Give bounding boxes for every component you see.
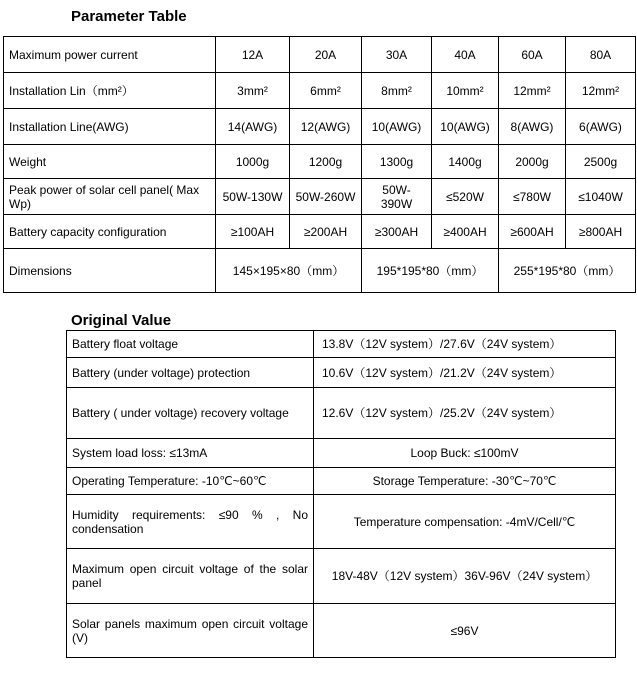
parameter-table-title: Parameter Table	[71, 8, 187, 25]
cell-value: 3mm²	[216, 73, 290, 109]
table-row	[4, 37, 636, 73]
cell-value: 30A	[362, 37, 432, 73]
cell-value: 50W-260W	[290, 179, 362, 215]
cell-value: 1300g	[362, 145, 432, 179]
table-row	[67, 549, 616, 604]
row-label: Battery (under voltage) protection	[67, 358, 314, 388]
row-label: Battery capacity configuration	[4, 215, 216, 249]
table-row	[67, 388, 616, 439]
cell-value: 8(AWG)	[499, 109, 566, 145]
cell-value: 1400g	[432, 145, 499, 179]
row-label: Installation Lin（mm²）	[4, 73, 216, 109]
cell-value: 145×195×80（mm）	[216, 249, 362, 293]
row-label: Operating Temperature: -10℃~60℃	[67, 468, 314, 495]
cell-value: 18V-48V（12V system）36V-96V（24V system）	[314, 549, 616, 604]
cell-value: ≤780W	[499, 179, 566, 215]
cell-value: 60A	[499, 37, 566, 73]
table-row	[4, 73, 636, 109]
table-row	[4, 109, 636, 145]
row-label: Weight	[4, 145, 216, 179]
cell-value: Storage Temperature: -30℃~70℃	[314, 468, 616, 495]
table-row	[67, 604, 616, 658]
cell-value: 10mm²	[432, 73, 499, 109]
cell-value: 2500g	[566, 145, 636, 179]
cell-value: 13.8V（12V system）/27.6V（24V system）	[314, 331, 616, 358]
cell-value: 195*195*80（mm）	[362, 249, 499, 293]
cell-value: ≤520W	[432, 179, 499, 215]
original-value-table	[66, 330, 616, 658]
cell-value: Loop Buck: ≤100mV	[314, 439, 616, 468]
row-label: System load loss: ≤13mA	[67, 439, 314, 468]
table-row	[67, 495, 616, 549]
row-label: Dimensions	[4, 249, 216, 293]
cell-value: 14(AWG)	[216, 109, 290, 145]
cell-value: 10(AWG)	[362, 109, 432, 145]
cell-value: ≥800AH	[566, 215, 636, 249]
row-label: Maximum power current	[4, 37, 216, 73]
row-label: Humidity requirements: ≤90 % , No condensation	[67, 495, 314, 549]
row-label: Solar panels maximum open circuit voltage (V)	[67, 604, 314, 658]
cell-value: 50W-390W	[362, 179, 432, 215]
cell-value: 1200g	[290, 145, 362, 179]
cell-value: 6(AWG)	[566, 109, 636, 145]
table-row	[4, 145, 636, 179]
table-row	[67, 439, 616, 468]
cell-value: 10(AWG)	[432, 109, 499, 145]
table-row	[4, 249, 636, 293]
cell-value: ≥300AH	[362, 215, 432, 249]
cell-value: ≥100AH	[216, 215, 290, 249]
cell-value: ≤1040W	[566, 179, 636, 215]
cell-value: 12.6V（12V system）/25.2V（24V system）	[314, 388, 616, 439]
row-label: Maximum open circuit voltage of the solar panel	[67, 549, 314, 604]
cell-value: 80A	[566, 37, 636, 73]
parameter-table	[3, 36, 636, 293]
table-row	[67, 331, 616, 358]
row-label: Peak power of solar cell panel( Max Wp)	[4, 179, 216, 215]
row-label: Installation Line(AWG)	[4, 109, 216, 145]
row-label: Battery float voltage	[67, 331, 314, 358]
cell-value: 12mm²	[566, 73, 636, 109]
cell-value: 8mm²	[362, 73, 432, 109]
cell-value: 12A	[216, 37, 290, 73]
table-row	[67, 468, 616, 495]
cell-value: 6mm²	[290, 73, 362, 109]
cell-value: Temperature compensation: -4mV/Cell/℃	[314, 495, 616, 549]
cell-value: ≥400AH	[432, 215, 499, 249]
cell-value: 2000g	[499, 145, 566, 179]
table-row	[4, 215, 636, 249]
table-row	[67, 358, 616, 388]
cell-value: ≤96V	[314, 604, 616, 658]
cell-value: 20A	[290, 37, 362, 73]
cell-value: 12mm²	[499, 73, 566, 109]
cell-value: 40A	[432, 37, 499, 73]
row-label: Battery ( under voltage) recovery voltage	[67, 388, 314, 439]
table-row	[4, 179, 636, 215]
cell-value: ≥200AH	[290, 215, 362, 249]
cell-value: 1000g	[216, 145, 290, 179]
cell-value: 50W-130W	[216, 179, 290, 215]
cell-value: 255*195*80（mm）	[499, 249, 636, 293]
original-value-title: Original Value	[71, 312, 172, 329]
cell-value: ≥600AH	[499, 215, 566, 249]
cell-value: 10.6V（12V system）/21.2V（24V system）	[314, 358, 616, 388]
cell-value: 12(AWG)	[290, 109, 362, 145]
